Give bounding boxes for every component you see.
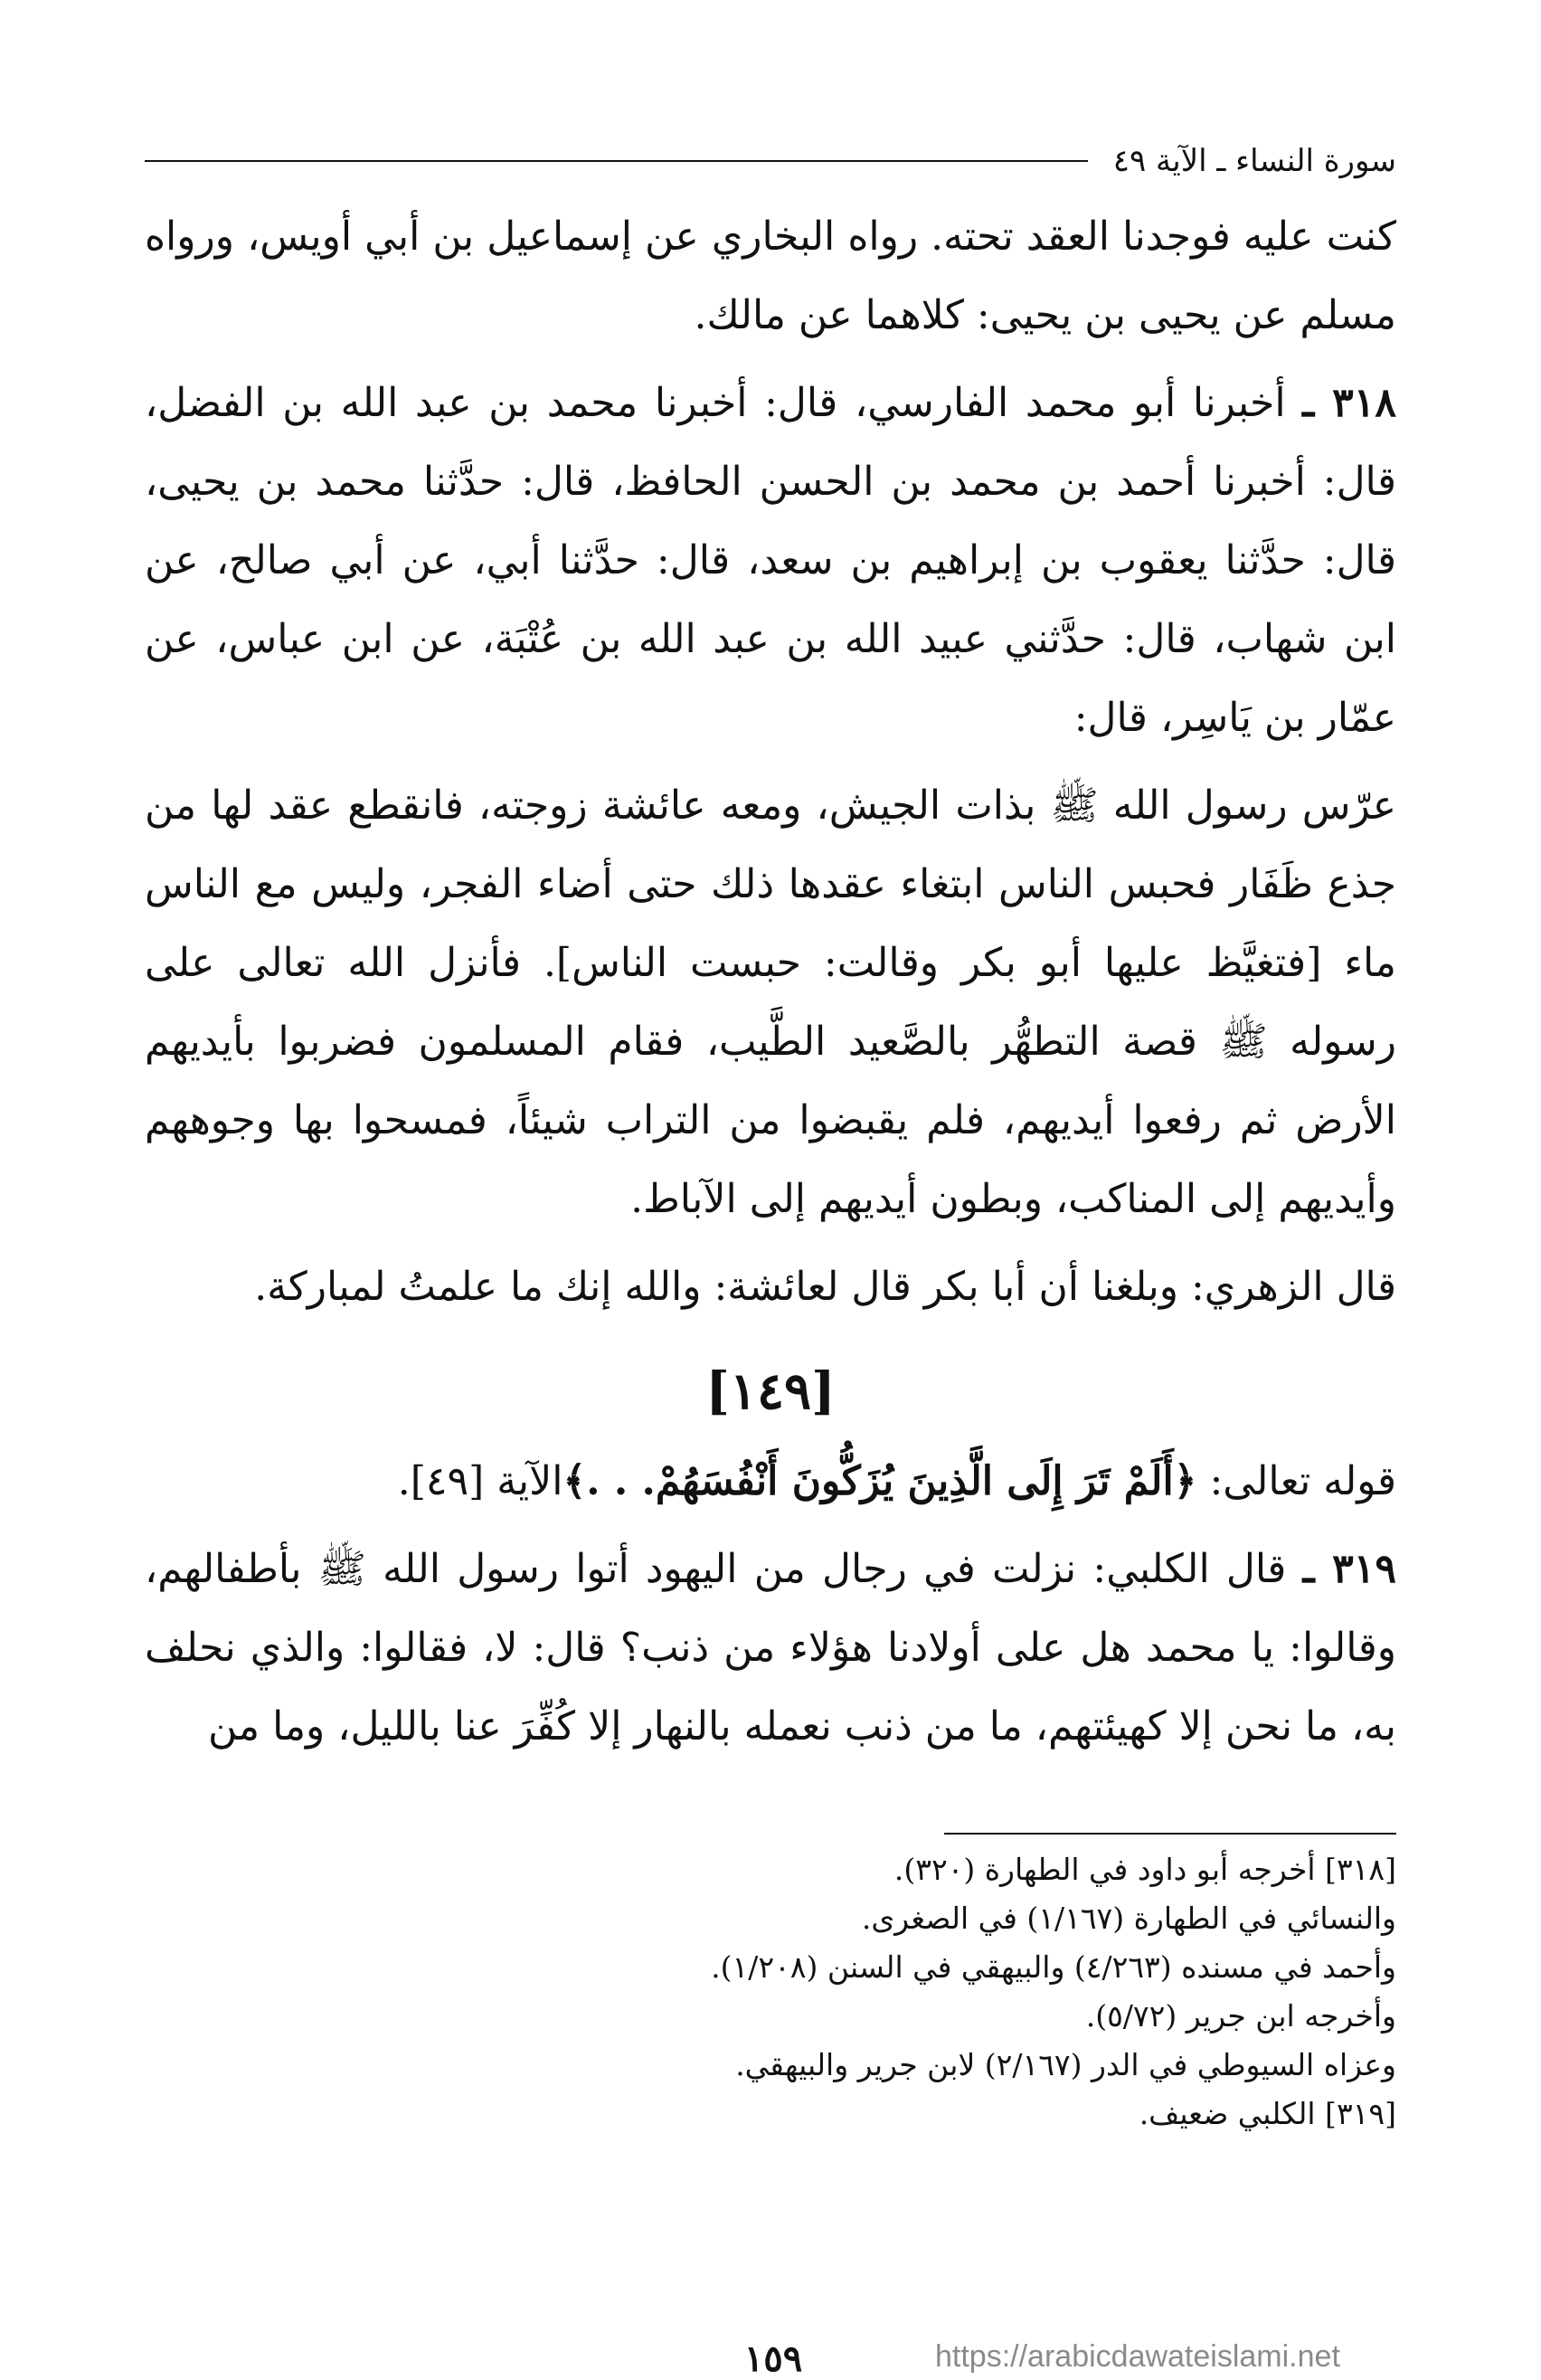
paragraph-319 (145, 1530, 1396, 1766)
paragraph-318 (145, 364, 1396, 757)
section-number: [١٤٩] (705, 1361, 836, 1421)
paragraph: قال الزهري: وبلغنا أن أبا بكر قال لعائشة: والله إنك ما علمتُ لمباركة. (254, 1264, 1396, 1310)
footnote: [٣١٩] الكلبي ضعيف. (1139, 2096, 1396, 2131)
watermark: https://arabicdawateislami.net (935, 2339, 1340, 2374)
footnote: وأخرجه ابن جرير (٥/٧٢). (1085, 1998, 1396, 2034)
footnote-rule (944, 1833, 1396, 1835)
running-header (145, 134, 1396, 188)
footnote: [٣١٨] أخرجه أبو داود في الطهارة (٣٢٠). (893, 1852, 1396, 1887)
header-title: سورة النساء ـ الآية ٤٩ (1112, 143, 1396, 179)
paragraph: كنت عليه فوجدنا العقد تحته. رواه البخاري عن إسماعيل بن أبي أويس، ورواه مسلم عن يحيى بن يحيى: كلاهما عن مالك. (145, 213, 1396, 338)
footnote: وعزاه السيوطي في الدر (٢/١٦٧) لابن جرير والبيهقي. (735, 2047, 1396, 2082)
verse-line (145, 1442, 1396, 1521)
quran-verse: ﴿أَلَمْ تَرَ إِلَى الَّذِينَ يُزَكُّونَ أَنْفُسَهُمْ. . .﴾ (563, 1458, 1197, 1504)
paragraph: عرّس رسول الله ﷺ بذات الجيش، ومعه عائشة زوجته، فانقطع عقد لها من جذع ظَفَار فحبس الناس ابتغاء عقدها ذلك حتى أضاء الفجر، وليس مع الناس ماء [فتغيَّظ عليها أبو بكر وقالت: حبست الناس]. فأنزل الله تعالى على رسوله ﷺ قصة التطهُّر بالصَّعيد الطَّيب، فقام المسلمون فضربوا بأيديهم الأرض ثم رفعوا أيديهم، فلم يقبضوا من التراب شيئاً، فمسحوا بها وجوههم وأيديهم إلى المناكب، وبطون أيديهم إلى الآباط. (145, 782, 1396, 1222)
paragraph-text: أخبرنا أبو محمد الفارسي، قال: أخبرنا محمد بن عبد الله بن الفضل، قال: أخبرنا أحمد بن محمد بن الحسن الحافظ، قال: حدَّثنا محمد بن يحيى، قال: حدَّثنا يعقوب بن إبراهيم بن سعد، قال: حدَّثنا أبي، عن أبي صالح، عن ابن شهاب، قال: حدَّثني عبيد الله بن عبد الله بن عُتْبَة، عن ابن عباس، عن عمّار بن يَاسِر، قال: (145, 380, 1396, 741)
hadith-number: ٣١٩ ـ (1302, 1546, 1396, 1592)
paragraph-text: قال الكلبي: نزلت في رجال من اليهود أتوا رسول الله ﷺ بأطفالهم، وقالوا: يا محمد هل على أولادنا هؤلاء من ذنب؟ قال: لا، فقالوا: والذي نحلف به، ما نحن إلا كهيئتهم، ما من ذنب نعمله بالنهار إلا كُفِّرَ عنا بالليل، وما من (145, 1546, 1396, 1749)
header-rule (145, 160, 1088, 162)
footnotes (145, 1845, 1396, 2138)
main-text (145, 197, 1396, 1766)
footnote: والنسائي في الطهارة (١/١٦٧) في الصغرى. (861, 1901, 1396, 1936)
verse-intro: قوله تعالى: (1209, 1458, 1396, 1504)
hadith-number: ٣١٨ ـ (1302, 380, 1396, 426)
page-number: ١٥٩ (743, 2337, 803, 2380)
footnote: وأحمد في مسنده (٤/٢٦٣) والبيهقي في السنن (١/٢٠٨). (711, 1949, 1396, 1985)
verse-reference: الآية [٤٩]. (397, 1458, 563, 1504)
